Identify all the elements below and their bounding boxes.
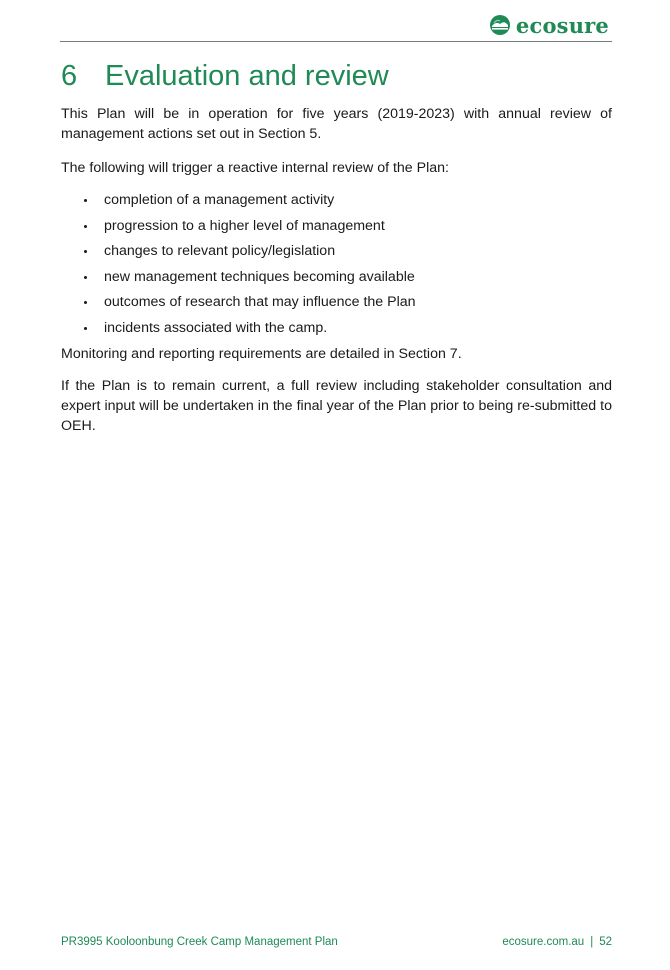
ecosure-leaf-icon (489, 14, 511, 36)
bullet-icon (84, 327, 87, 330)
list-item-text: progression to a higher level of management (104, 217, 385, 234)
list-item (61, 318, 612, 338)
trigger-list (61, 190, 612, 338)
list-item (61, 292, 612, 312)
section-number: 6 (61, 60, 78, 92)
main-content (61, 58, 612, 436)
section-title: Evaluation and review (105, 60, 389, 92)
trigger-paragraph: The following will trigger a reactive internal review of the Plan: (61, 160, 449, 176)
list-item-text: outcomes of research that may influence the Plan (104, 294, 416, 311)
footer-document-title: PR3995 Kooloonbung Creek Camp Management Plan (61, 936, 338, 948)
footer-separator: | (590, 936, 594, 948)
list-item-text: incidents associated with the camp. (104, 319, 328, 336)
intro-paragraph: This Plan will be in operation for five years (2019-2023) with annual review of management actions set out in Section 5. (61, 106, 612, 142)
list-item (61, 241, 612, 261)
page-header (60, 0, 612, 42)
review-paragraph: If the Plan is to remain current, a full review including stakeholder consultation and expert input will be undertaken in the final year of the Plan prior to being re-submitted to OEH. (61, 377, 612, 434)
list-item (61, 216, 612, 236)
list-item-text: completion of a management activity (104, 192, 335, 208)
footer-right (502, 936, 612, 948)
logo-text: ecosure (515, 12, 609, 38)
bullet-icon (84, 225, 87, 228)
bullet-icon (84, 276, 87, 279)
brand-logo (489, 12, 609, 38)
bullet-icon (84, 301, 87, 304)
page-footer (61, 936, 612, 948)
page-number: 52 (599, 936, 612, 948)
monitoring-paragraph: Monitoring and reporting requirements are detailed in Section 7. (61, 345, 462, 362)
bullet-icon (84, 250, 87, 253)
section-heading (61, 58, 612, 94)
list-item-text: changes to relevant policy/legislation (104, 243, 336, 260)
bullet-icon (84, 199, 87, 202)
list-item (61, 190, 612, 210)
list-item-text: new management techniques becoming available (104, 268, 415, 285)
footer-website: ecosure.com.au (502, 936, 585, 948)
list-item (61, 267, 612, 287)
